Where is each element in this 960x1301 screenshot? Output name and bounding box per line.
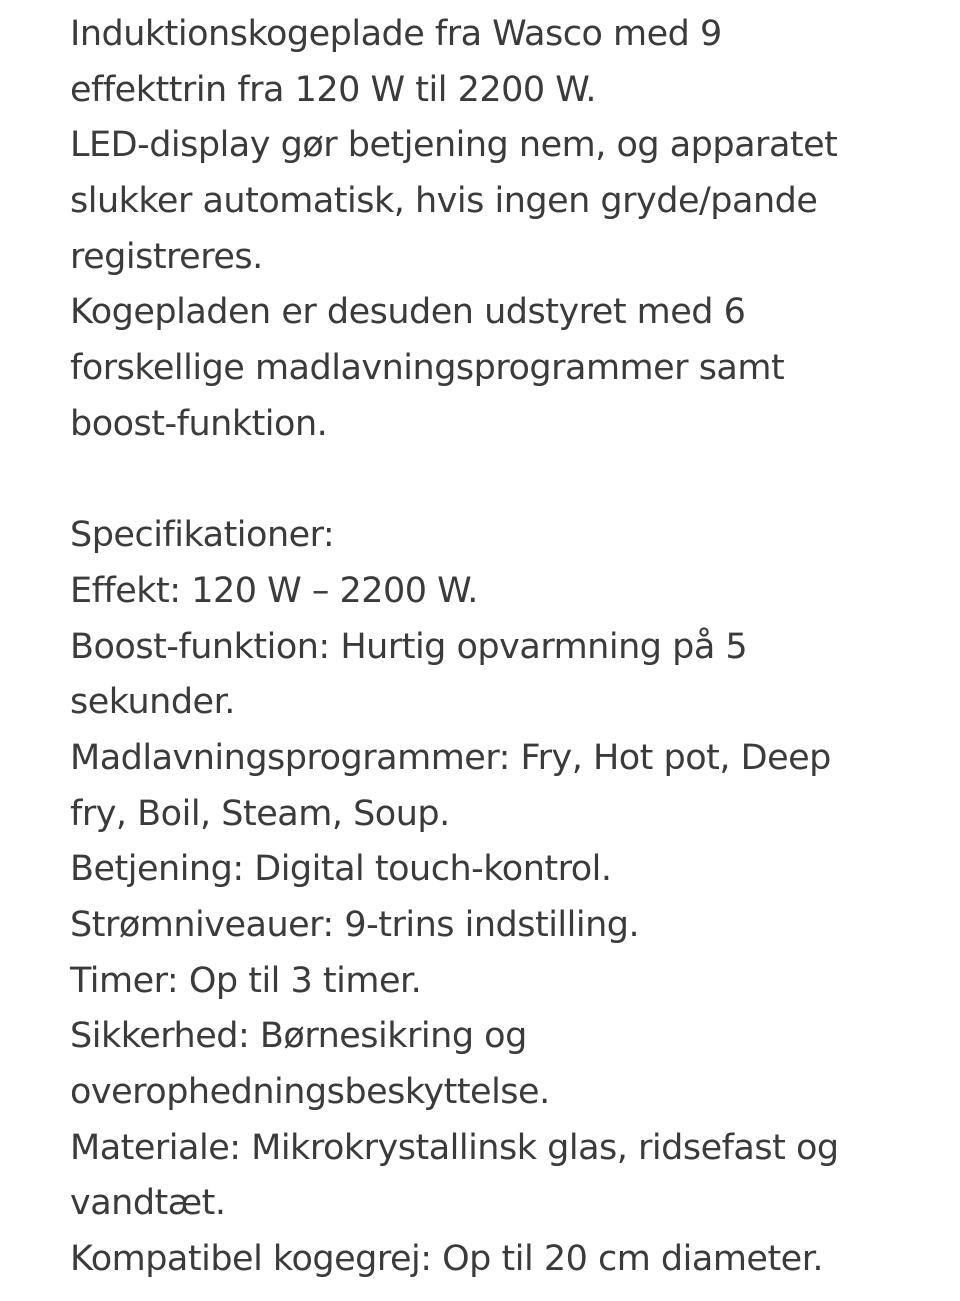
spec-line: overophedningsbeskyttelse.: [70, 1072, 550, 1113]
spec-line: Timer: Op til 3 timer.: [70, 960, 422, 1001]
intro-line: Induktionskogeplade fra Wasco med 9: [70, 14, 722, 54]
spec-line: vandtæt.: [70, 1183, 226, 1224]
intro-line: boost-funktion.: [70, 403, 328, 444]
spec-line: Boost-funktion: Hurtig opvarmning på 5: [70, 626, 748, 667]
spec-line: Materiale: Mikrokrystallinsk glas, ridsefast og: [70, 1127, 839, 1168]
intro-line: forskellige madlavningsprogrammer samt: [70, 348, 785, 389]
spec-line: Kompatibel kogegrej: Op til 20 cm diameter.: [70, 1239, 824, 1280]
intro-line: slukker automatisk, hvis ingen gryde/pande: [70, 181, 818, 222]
intro-line: Kogepladen er desuden udstyret med 6: [70, 292, 746, 333]
spec-line: sekunder.: [70, 682, 235, 723]
product-description: [70, 7, 930, 1288]
spec-line: Strømniveauer: 9-trins indstilling.: [70, 905, 640, 945]
intro-line: LED-display gør betjening nem, og apparatet: [70, 125, 838, 166]
intro-line: registreres.: [70, 236, 263, 277]
spec-line: Madlavningsprogrammer: Fry, Hot pot, Deep: [70, 737, 831, 778]
spec-line: Betjening: Digital touch-kontrol.: [70, 849, 612, 890]
intro-line: effekttrin fra 120 W til 2200 W.: [70, 69, 597, 110]
spec-line: Effekt: 120 W – 2200 W.: [70, 570, 478, 611]
spec-line: Sikkerhed: Børnesikring og: [70, 1016, 527, 1057]
intro-paragraph: [70, 7, 930, 453]
spec-line: fry, Boil, Steam, Soup.: [70, 793, 450, 834]
paragraph-spacer: [70, 453, 930, 509]
specifications-heading: Specifikationer:: [70, 515, 335, 556]
specifications-list: [70, 508, 930, 1288]
